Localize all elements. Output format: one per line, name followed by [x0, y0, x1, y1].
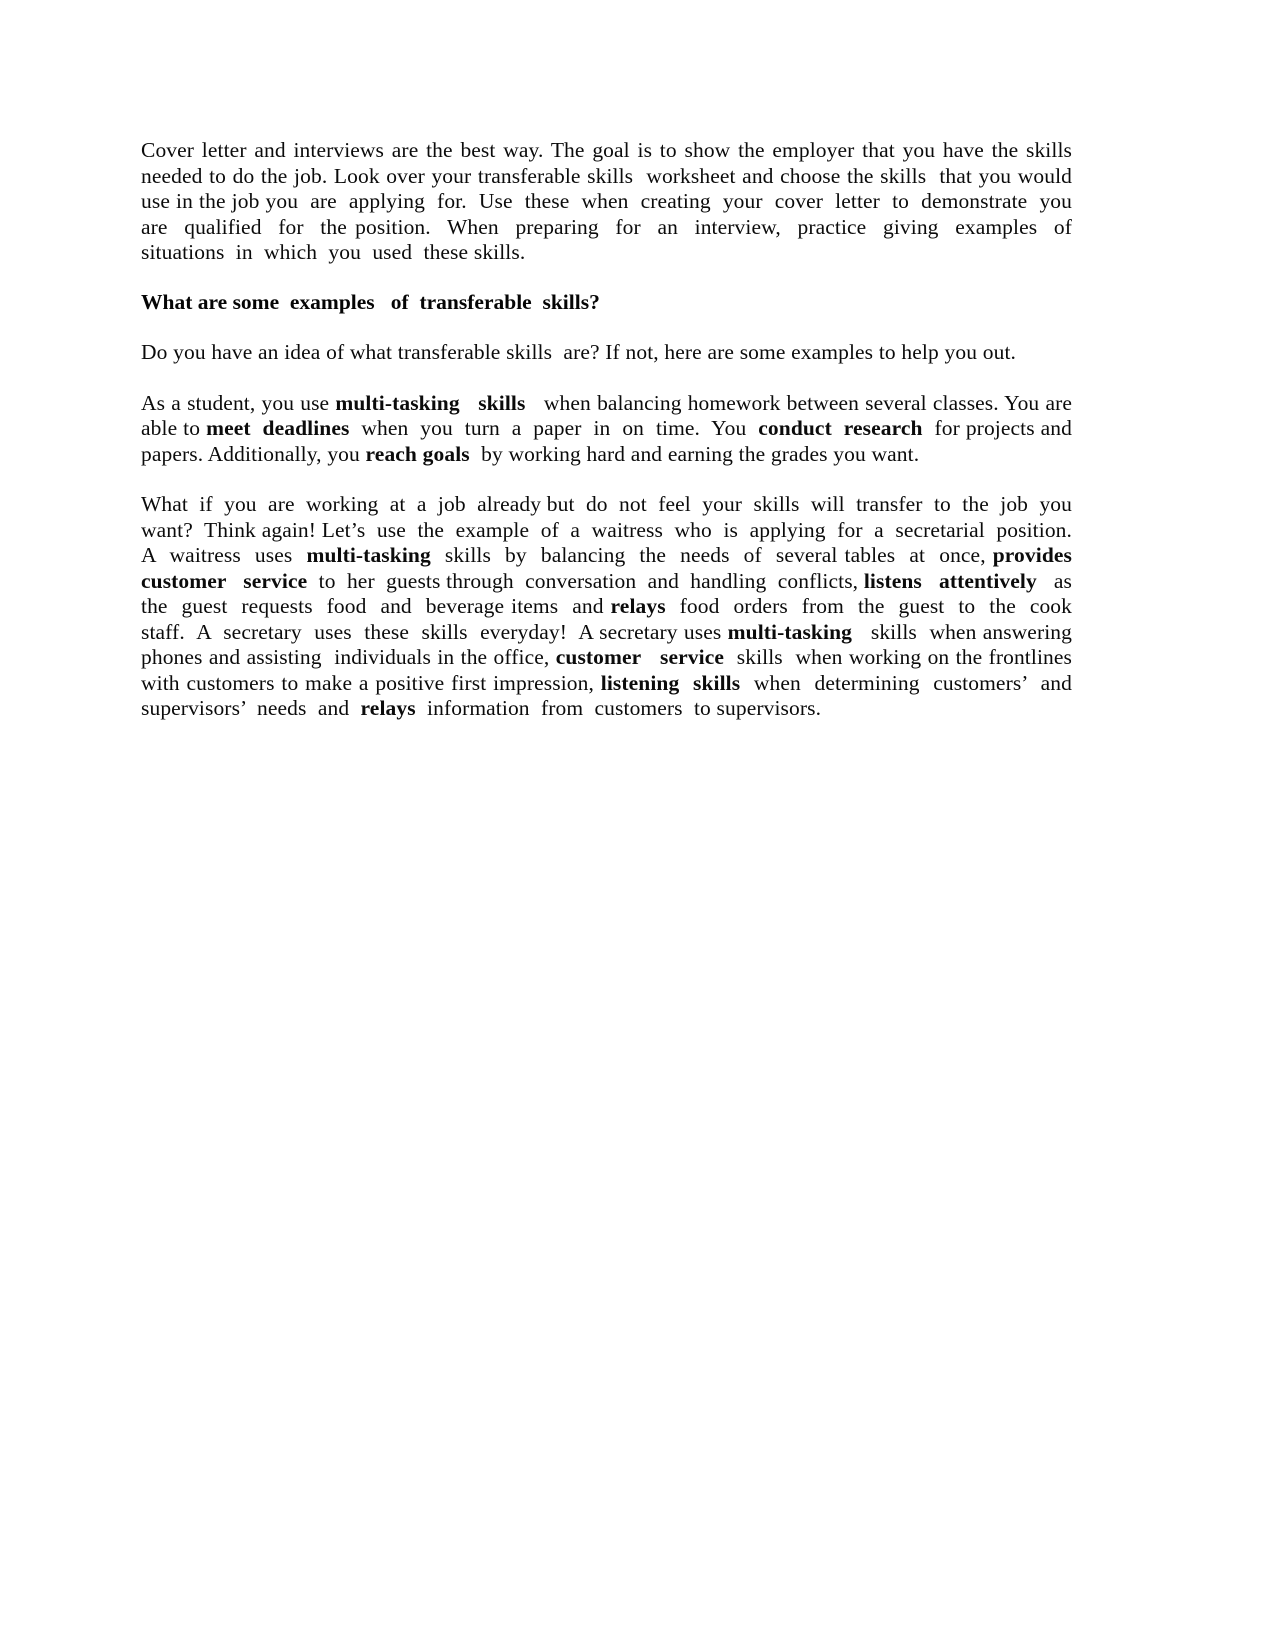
- spacer: [141, 315, 1072, 340]
- waitress-secretary-paragraph: [141, 492, 1084, 722]
- text-run: when you turn a paper in on time. You: [349, 416, 759, 440]
- spacer: [141, 467, 1072, 492]
- text-run: food orders from the guest to the cook staff. A secretary uses these skills everyday! A secretary uses: [141, 594, 1084, 644]
- emphasis-run: relays: [610, 594, 666, 618]
- text-run: As a student, you use: [141, 390, 336, 415]
- text-run: when balancing homework between several classes. You are able to: [141, 390, 1078, 440]
- emphasis-run: multi-tasking: [306, 543, 431, 567]
- question-paragraph: Do you have an idea of what transferable skills are? If not, here are some examples to help you out.: [141, 340, 1016, 364]
- emphasis-run: skills: [478, 390, 526, 415]
- emphasis-run: multi-tasking: [335, 390, 460, 415]
- spacer: [141, 266, 1072, 290]
- text-run: for projects and papers. Additionally, you: [141, 416, 1078, 466]
- emphasis-run: listens attentively: [863, 568, 1037, 593]
- emphasis-run: conduct research: [758, 416, 923, 440]
- emphasis-run: relays: [360, 696, 416, 720]
- section-heading: What are some examples of transferable skills?: [141, 289, 600, 314]
- emphasis-run: multi-tasking: [727, 619, 852, 644]
- intro-paragraph: Cover letter and interviews are the best way. The goal is to show the employer that you have the skills needed to do the job. Look over your transferable skills worksheet and choose the skills that you would use in the job you are applying for. Use these when creating your cover letter to demonstrate you are qualified for the position. When preparing for an interview, practice giving examples of situations in which you used these skills.: [141, 138, 1084, 264]
- text-run: [460, 391, 479, 415]
- text-run: to her guests through conversation and handling conflicts,: [307, 568, 864, 593]
- text-run: skills when answering phones and assisting individuals in the office,: [141, 619, 1078, 669]
- text-run: information from customers to supervisors.: [415, 696, 822, 720]
- text-run: skills when working on the frontlines with customers to make a positive first impression,: [141, 645, 1078, 695]
- text-run: by working hard and earning the grades you want.: [469, 441, 920, 466]
- emphasis-run: reach goals: [365, 441, 470, 466]
- emphasis-run: customer service: [555, 645, 725, 669]
- emphasis-run: provides customer service: [141, 543, 1084, 593]
- emphasis-run: meet deadlines: [206, 416, 350, 440]
- text-run: skills by balancing the needs of several tables at once,: [430, 543, 993, 567]
- emphasis-run: listening skills: [600, 670, 741, 695]
- document-body: [141, 138, 1084, 722]
- student-skills-paragraph: [141, 390, 1078, 468]
- text-run: when determining customers’ and supervisors’ needs and: [141, 670, 1084, 720]
- spacer: [141, 366, 1072, 391]
- text-run: as the guest requests food and beverage items and: [141, 568, 1084, 618]
- text-run: What if you are working at a job already but do not feel your skills will transfer to the job you want? Think again! Let’s use the example of a waitress who is applying for a secretarial position. A waitress uses: [141, 492, 1084, 567]
